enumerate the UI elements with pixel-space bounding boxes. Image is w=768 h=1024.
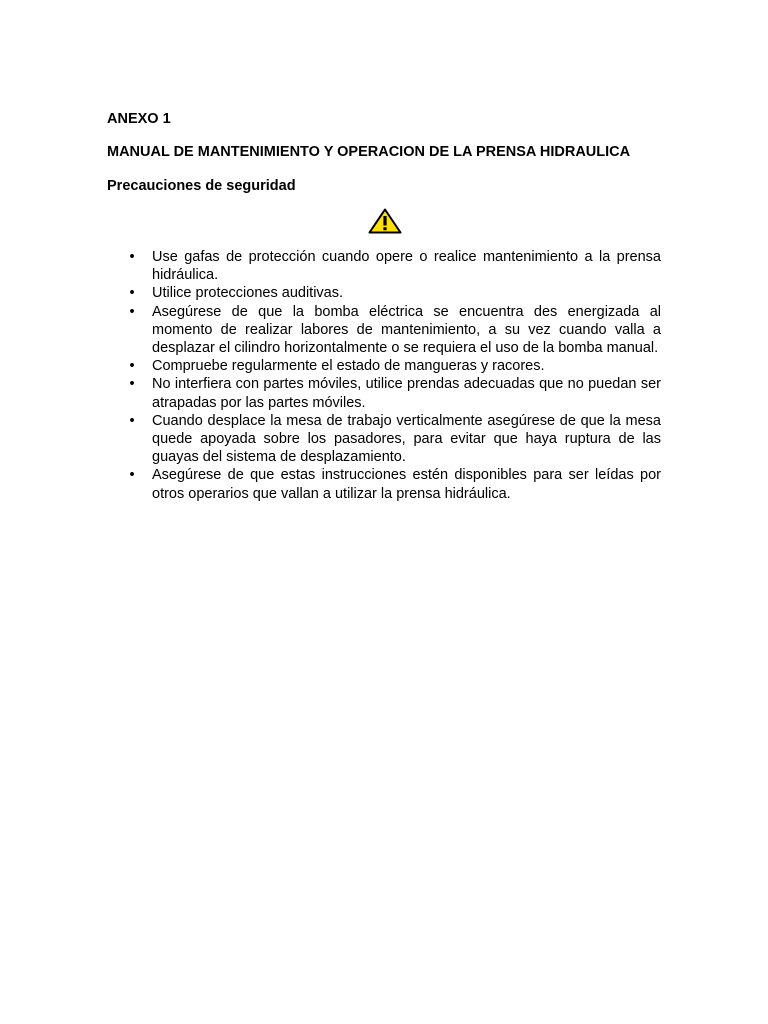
list-item — [127, 357, 661, 375]
document-title: MANUAL DE MANTENIMIENTO Y OPERACION DE LA PRENSA HIDRAULICA — [107, 144, 631, 160]
list-item — [127, 375, 661, 411]
bullet-icon: • — [129, 467, 135, 484]
list-item-text: Cuando desplace la mesa de trabajo verticalmente asegúrese de que la mesa quede apoyada sobre los pasadores, para evitar que haya ruptura de las guayas del sistema de desplazamiento. — [152, 412, 661, 466]
list-item — [127, 284, 661, 302]
list-item — [127, 303, 661, 358]
list-item-text: Compruebe regularmente el estado de mangueras y racores. — [152, 358, 545, 375]
bullet-icon: • — [129, 412, 135, 429]
section-title: Precauciones de seguridad — [107, 178, 296, 194]
bullet-icon: • — [129, 249, 135, 265]
annex-label: ANEXO 1 — [107, 111, 171, 127]
warning-triangle-icon — [368, 208, 402, 234]
list-item-text: Utilice protecciones auditivas. — [152, 285, 344, 302]
bullet-icon: • — [129, 285, 135, 302]
list-item — [127, 466, 661, 502]
list-item-text: Use gafas de protección cuando opere o realice mantenimiento a la prensa hidráulica. — [152, 249, 661, 284]
list-item — [127, 412, 661, 467]
list-item-text: No interfiera con partes móviles, utilice prendas adecuadas que no puedan ser atrapadas por las partes móviles. — [152, 376, 661, 411]
bullet-icon: • — [129, 303, 135, 320]
list-item-text: Asegúrese de que la bomba eléctrica se encuentra des energizada al momento de realizar labores de mantenimiento, a su vez cuando valla a desplazar el cilindro horizontalmente o se requiera el uso de la bomba manual. — [152, 303, 661, 357]
bullet-icon: • — [129, 376, 135, 393]
list-item-text: Asegúrese de que estas instrucciones estén disponibles para ser leídas por otros operarios que vallan a utilizar la prensa hidráulica. — [152, 467, 661, 502]
list-item — [127, 248, 661, 284]
bullet-icon: • — [129, 358, 135, 375]
safety-precautions-list — [127, 248, 661, 503]
